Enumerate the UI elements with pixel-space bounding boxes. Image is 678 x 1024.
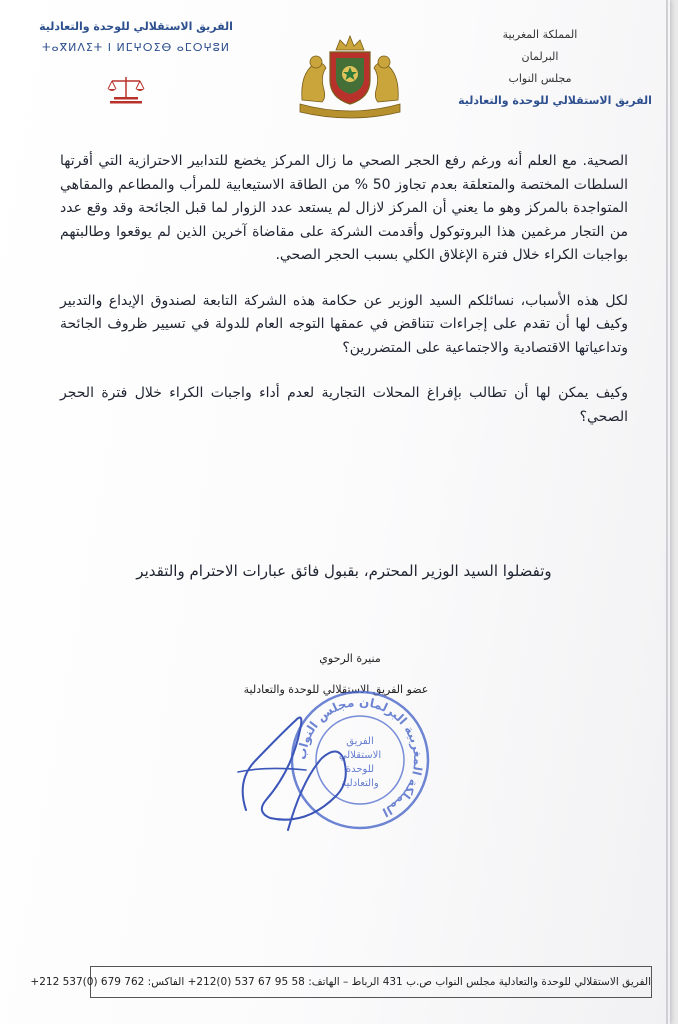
signatory-role: عضو الفريق الاستقلالي للوحدة والتعادلية: [243, 683, 429, 696]
header-party-right: الفريق الاستقلالي للوحدة والتعادلية: [458, 94, 652, 107]
page-edge: [666, 0, 668, 1024]
letter-body: [60, 150, 628, 451]
body-paragraph: لكل هذه الأسباب، نسائلكم السيد الوزير عن حكامة هذه الشركة التابعة لصندوق الإيداع والتدبير وكيف لها أن تقدم على إجراءات تتناقض في عمقها التوجه العام للدولة في تسيير ظروف الجائحة وتداعياتها الاقتصادية والاجتماعية على المتضررين؟: [60, 292, 628, 356]
scales-logo-icon: [106, 75, 146, 105]
footer-contact-bar: الفريق الاستقلالي للوحدة والتعادلية مجلس النواب ص.ب 431 الرباط – الهاتف: 58 95 67 537 (0)212+ الفاكس: 762 679 (0)537 212+: [90, 966, 652, 998]
body-paragraph: وكيف يمكن لها أن تطالب بإفراغ المحلات التجارية لعدم أداء واجبات الكراء خلال فترة الحجر الصحي؟: [60, 385, 628, 425]
coat-of-arms-icon: [296, 34, 404, 116]
stamp-inner-line: للوحدة: [345, 764, 375, 775]
body-paragraph: الصحية. مع العلم أنه ورغم رفع الحجر الصحي ما زال المركز يخضع للتدابير الاحترازية التي أقرتها السلطات المختصة والمتعلقة بعدم تجاوز 50 % من الطاقة الاستيعابية للمرأب والمطاعم والمقاهي المتواجدة بالمركز وهو ما يعني أن المركز لازال لم يستعد عدد الزوار لما قبل الجائحة وقد وقع عدد من التجار مرغمين هذا البروتوكول وأقدمت الشركة على مقاضاة آخرين الذين لم يوقعوا وطالبتهم بواجبات الكراء خلال فترة الإغلاق الكلي بسبب الحجر الصحي.: [60, 153, 629, 263]
signatory-name: منيرة الرحوي: [319, 652, 381, 665]
header-line-kingdom: المملكة المغربية: [502, 28, 578, 41]
stamp-inner-line: الاستقلالي: [338, 750, 382, 761]
header-line-parliament: البرلمان: [521, 50, 559, 63]
stamp-inner-line: الفريق: [346, 736, 374, 747]
stamp-inner-line: والتعادلية: [341, 778, 379, 789]
header-party-block: [36, 20, 236, 54]
header-amazigh-line: ⵜⴰⴳⵍⴷⵉⵜ ⵏ ⵍⵎⵖⵔⵉⴱ ⴰⵎⵔⵖⵓⵍ: [42, 41, 230, 54]
stamp-outer-text: المملكة المغربية البرلمان مجلس النواب: [294, 694, 426, 820]
handwritten-signature: [226, 700, 356, 840]
header-line-house: مجلس النواب: [508, 72, 572, 85]
header-institution: [450, 24, 652, 107]
header-party-left: الفريق الاستقلالي للوحدة والتعادلية: [39, 20, 233, 33]
closing-salutation: وتفضلوا السيد الوزير المحترم، بقبول فائق عبارات الاحترام والتقدير: [136, 562, 552, 580]
